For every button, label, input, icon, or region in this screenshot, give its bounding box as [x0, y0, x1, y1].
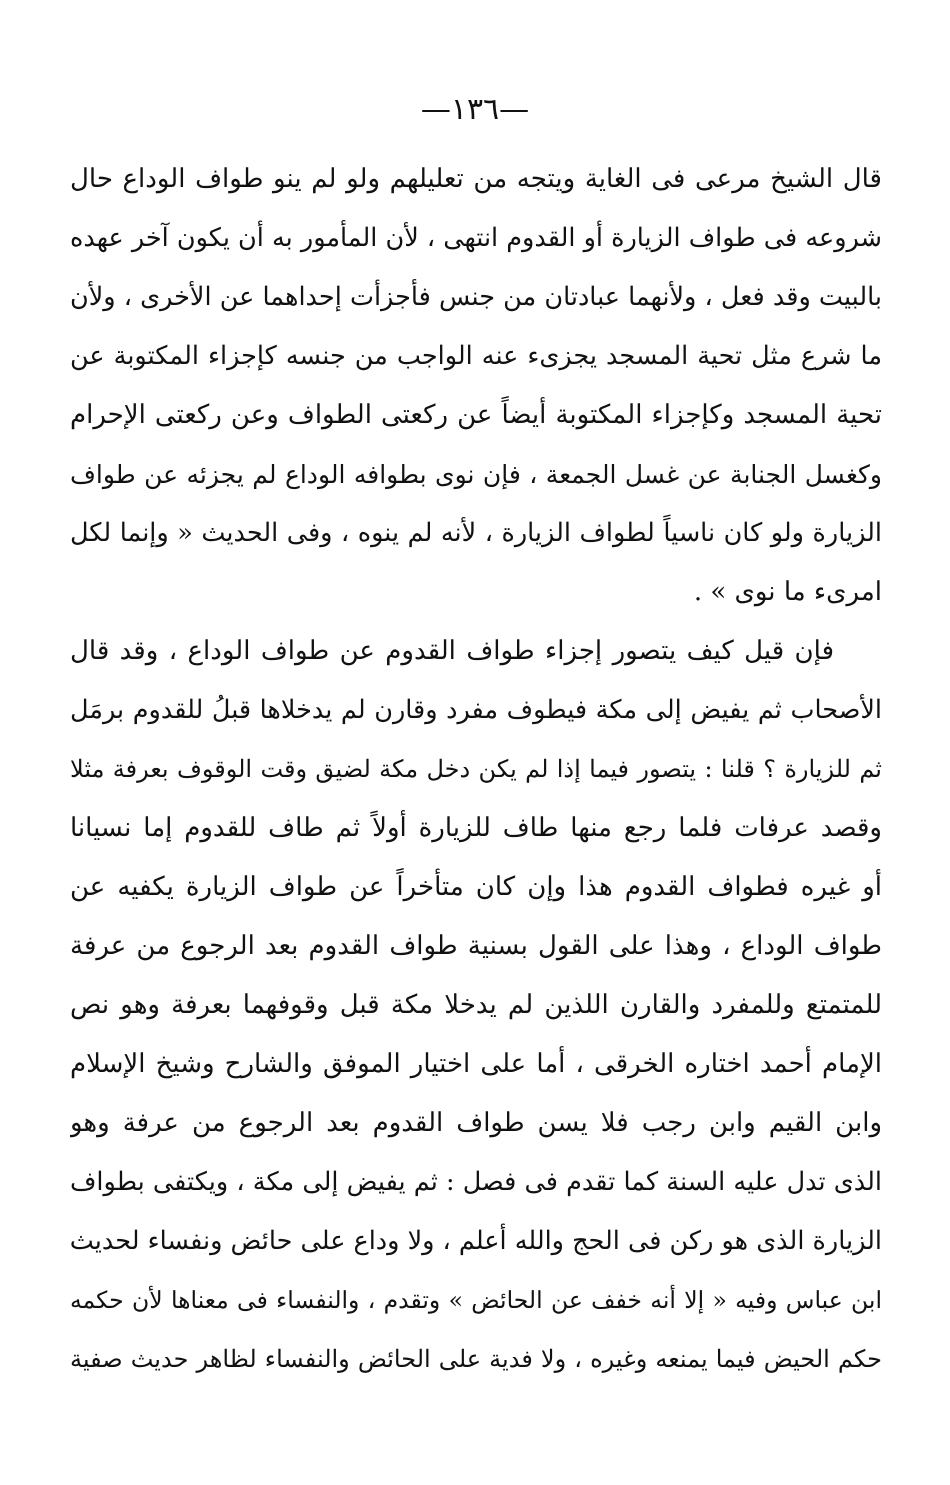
paragraph-start-line: فإن قيل كيف يتصور إجزاء طواف القدوم عن طواف الوداع ، وقد قال	[70, 636, 834, 666]
text-line: الأصحاب ثم يفيض إلى مكة فيطوف مفرد وقارن لم يدخلاها قبلُ للقدوم برمَل	[70, 695, 882, 725]
text-line: للمتمتع وللمفرد والقارن اللذين لم يدخلا مكة قبل وقوفهما بعرفة وهو نص	[70, 990, 882, 1020]
text-line: وكغسل الجنابة عن غسل الجمعة ، فإن نوى بطوافه الوداع لم يجزئه عن طواف	[70, 460, 882, 489]
text-line: الزيارة ولو كان ناسياً لطواف الزيارة ، لأنه لم ينوه ، وفى الحديث « وإنما لكل	[70, 518, 882, 548]
text-line: ثم للزيارة ؟ قلنا : يتصور فيما إذا لم يكن دخل مكة لضيق وقت الوقوف بعرفة مثلا	[70, 755, 882, 783]
text-line: الذى تدل عليه السنة كما تقدم فى فصل : ثم يفيض إلى مكة ، ويكتفى بطواف	[70, 1167, 882, 1197]
text-line: أو غيره فطواف القدوم هذا وإن كان متأخراً عن طواف الزيارة يكفيه عن	[70, 872, 882, 902]
text-line: الإمام أحمد اختاره الخرقى ، أما على اختيار الموفق والشارح وشيخ الإسلام	[70, 1049, 882, 1079]
text-line: شروعه فى طواف الزيارة أو القدوم انتهى ، لأن المأمور به أن يكون آخر عهده	[70, 223, 882, 253]
text-line: ما شرع مثل تحية المسجد يجزىء عنه الواجب من جنسه كإجزاء المكتوبة عن	[70, 341, 882, 371]
body-text	[70, 150, 882, 1389]
text-line: قال الشيخ مرعى فى الغاية ويتجه من تعليلهم ولو لم ينو طواف الوداع حال	[70, 164, 882, 194]
text-line: وقصد عرفات فلما رجع منها طاف للزيارة أولاً ثم طاف للقدوم إما نسيانا	[70, 813, 882, 843]
text-line: بالبيت وقد فعل ، ولأنهما عبادتان من جنس فأجزأت إحداهما عن الأخرى ، ولأن	[70, 282, 882, 312]
text-line: تحية المسجد وكإجزاء المكتوبة أيضاً عن ركعتى الطواف وعن ركعتى الإحرام	[70, 400, 882, 430]
text-line: حكم الحيض فيما يمنعه وغيره ، ولا فدية على الحائض والنفساء لظاهر حديث صفية	[70, 1345, 882, 1373]
text-line: ابن عباس وفيه « إلا أنه خفف عن الحائض » وتقدم ، والنفساء فى معناها لأن حكمه	[70, 1286, 882, 1314]
text-line: طواف الوداع ، وهذا على القول بسنية طواف القدوم بعد الرجوع من عرفة	[70, 931, 882, 961]
paragraph-end-line: امرىء ما نوى » .	[693, 577, 882, 607]
text-line: وابن القيم وابن رجب فلا يسن طواف القدوم بعد الرجوع من عرفة وهو	[70, 1108, 882, 1138]
text-line: الزيارة الذى هو ركن فى الحج والله أعلم ، ولا وداع على حائض ونفساء لحديث	[70, 1226, 882, 1256]
page-number: —١٣٦—	[420, 92, 530, 127]
